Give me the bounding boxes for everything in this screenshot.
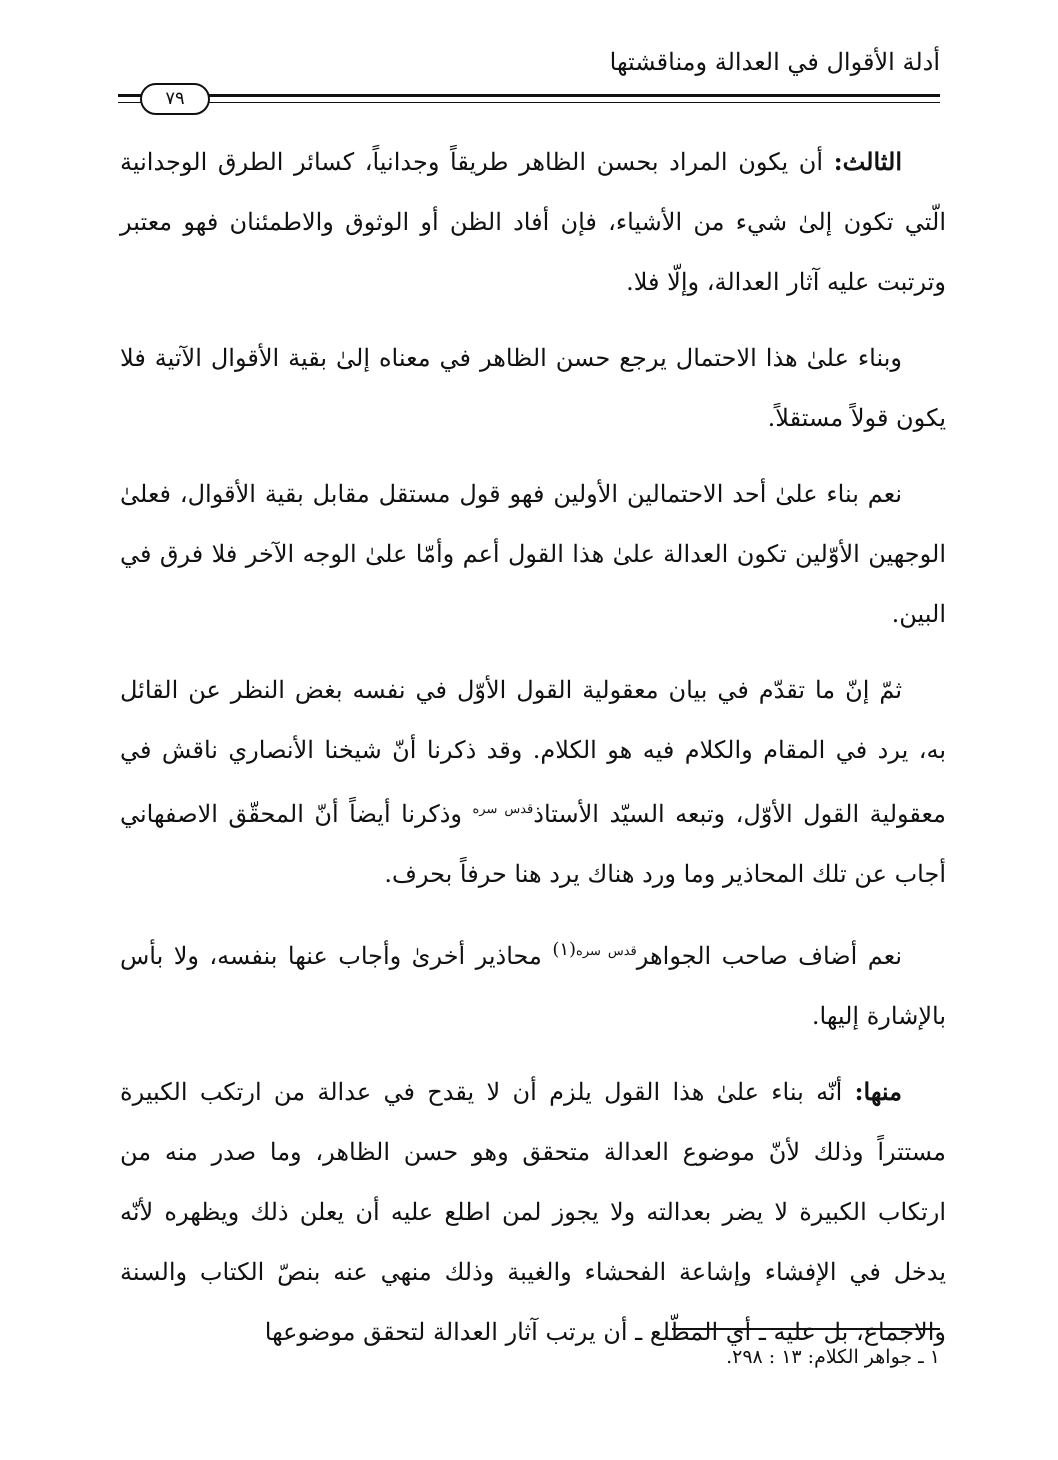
body-text — [120, 132, 946, 1378]
paragraph-2: وبناء علىٰ هذا الاحتمال يرجع حسن الظاهر في معناه إلىٰ بقية الأقوال الآتية فلا يكون قولاً مستقلاً. — [120, 344, 946, 432]
paragraph-text: أن يكون المراد بحسن الظاهر طريقاً وجدانياً، كسائر الطرق الوجدانية الّتي تكون إلىٰ شيء من الأشياء، فإن أفاد الظن أو الوثوق والاطمئنان فهو معتبر وترتبت عليه آثار العدالة، وإلّا فلا. — [120, 148, 946, 296]
paragraph-1 — [120, 132, 946, 312]
header-rule — [118, 94, 940, 103]
paragraph-lead: منها: — [854, 1077, 902, 1106]
paragraph-lead: الثالث: — [833, 147, 902, 176]
paragraph-text: نعم أضاف صاحب الجواهر — [636, 942, 902, 970]
paragraph-text: وذكرنا أيضاً أنّ المحقّق الاصفهاني أجاب عن تلك المحاذير وما ورد هناك يرد هنا حرفاً بحرف. — [120, 800, 946, 888]
page-number: ٧٩ — [140, 83, 210, 115]
honorific-mark: قدس سره — [576, 944, 637, 959]
paragraph-text: ثمّ إنّ ما تقدّم في بيان معقولية القول الأوّل في نفسه بغض النظر عن القائل به، يرد في المقام والكلام فيه هو الكلام. وقد ذكرنا أنّ شيخنا الأنصاري ناقش في معقولية القول الأوّل، وتبعه السيّد الأستاذ — [120, 676, 946, 828]
footnote: ١ ـ جواهر الكلام: ١٣ : ٢٩٨. — [726, 1346, 940, 1368]
paragraph-5 — [120, 920, 946, 1046]
paragraph-text: محاذير أخرىٰ وأجاب عنها بنفسه، ولا بأس بالإشارة إليها. — [120, 942, 946, 1030]
paragraph-4 — [120, 660, 946, 904]
honorific-mark: قدس سره — [472, 802, 534, 817]
footnote-separator — [672, 1328, 940, 1330]
running-title: أدلة الأقوال في العدالة ومناقشتها — [609, 48, 940, 76]
paragraph-3: نعم بناء علىٰ أحد الاحتمالين الأولين فهو قول مستقل مقابل بقية الأقوال، فعلىٰ الوجهين الأوّلين تكون العدالة علىٰ هذا القول أعم وأمّا علىٰ الوجه الآخر فلا فرق في البين. — [120, 480, 946, 628]
footnote-reference[interactable]: (١) — [552, 939, 577, 960]
paragraph-6 — [120, 1062, 946, 1362]
paragraph-text: أنّه بناء علىٰ هذا القول يلزم أن لا يقدح في عدالة من ارتكب الكبيرة مستتراً وذلك لأنّ موضوع العدالة متحقق وهو حسن الظاهر، وما صدر منه من ارتكاب الكبيرة لا يضر بعدالته ولا يجوز لمن اطلع عليه أن يعلن ذلك ويظهره لأنّه يدخل في الإفشاء وإشاعة الفحشاء والغيبة وذلك منهي عنه بنصّ الكتاب والسنة والاجماع، بل عليه ـ أي المطّلع ـ أن يرتب آثار العدالة لتحقق موضوعها — [120, 1078, 947, 1346]
